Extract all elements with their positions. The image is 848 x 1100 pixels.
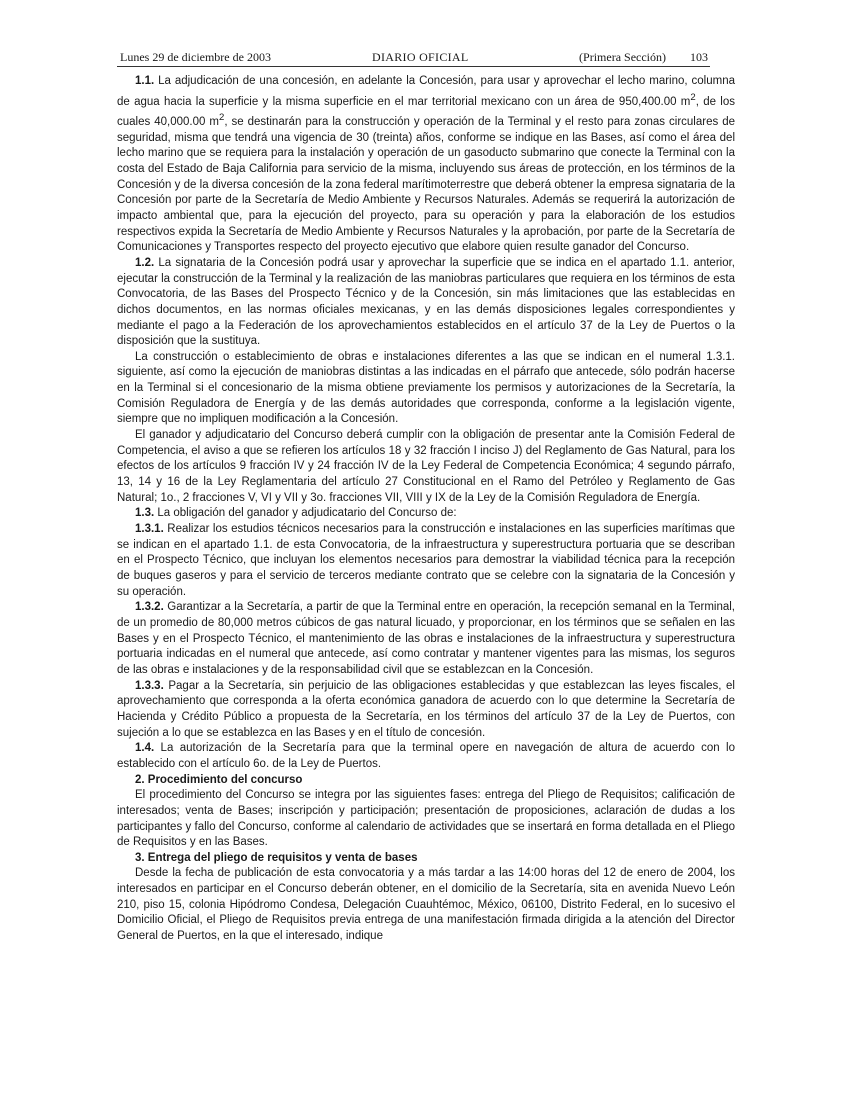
header-date: Lunes 29 de diciembre de 2003 [120, 50, 271, 64]
paragraph-text: , se destinarán para la construcción y operación de la Terminal y el resto para zonas circulares de seguridad, misma que tendrá una vigencia de 30 (treinta) años, conforme se indique en las Bases, así como el área del lecho marino que se requiera para la instalación y operación de un gasoducto submarino que conecte la Terminal con la costa del Estado de Baja California para servicio de la misma, incluyendo sus áreas de protección, en los términos de la Concesión y de la diversa concesión de la zona federal marítimoterrestre que deberá obtener la empresa signataria de la Concesión por parte de la Secretaría de Medio Ambiente y Recursos Naturales. Además se requerirá la autorización de impacto ambiental que, para la ejecución del proyecto, para su operación y para la elaboración de los estudios respectivos expida la Secretaría de Medio Ambiente y Recursos Naturales y la aprobación, por parte de la Secretaría de Comunicaciones y Transportes respecto del proyecto ejecutivo que elabore quien resulte ganador del Concurso. [117, 115, 736, 254]
paragraph-1-4 [117, 741, 735, 772]
document-body [117, 74, 735, 945]
header-page-number: 103 [690, 50, 708, 64]
paragraph-text: , de los cuales 40,000.00 m [117, 95, 735, 128]
paragraph-1-2 [117, 256, 735, 350]
paragraph-1-1 [117, 74, 735, 256]
section-number: 1.4. [135, 742, 155, 755]
paragraph-text: La obligación del ganador y adjudicatario del Concurso de: [154, 507, 457, 520]
paragraph-1-3-3 [117, 679, 735, 742]
paragraph-procedure: El procedimiento del Concurso se integra por las siguientes fases: entrega del Pliego de Requisitos; calificación de interesados; venta de Bases; inscripción y participación; presentación de proposiciones, aclaración de dudas a los participantes y fallo del Concurso, conforme al calendario de actividades que se insertará en forma detallada en el Pliego de Requisitos y en las Bases. [117, 789, 735, 849]
section-number: 1.1. [135, 75, 155, 87]
paragraph-text: Realizar los estudios técnicos necesarios para la construcción e instalaciones en las superficies marítimas que se indican en el apartado 1.1. de esta Convocatoria, de la infraestructura y superestructura portuaria que se describan en el Prospecto Técnico, que incluyan los elementos necesarios para demostrar la viabilidad técnica para la recepción de buques gaseros y para el servicio de terceros mediante contrato que se celebre con la signataria de la Concesión y su operación. [117, 523, 735, 598]
superscript: 2 [218, 112, 225, 124]
paragraph-1-3-2 [117, 600, 735, 678]
header-journal-title: DIARIO OFICIAL [372, 50, 469, 64]
paragraph-text: Garantizar a la Secretaría, a partir de que la Terminal entre en operación, la recepción semanal en la Terminal, de un promedio de 80,000 metros cúbicos de gas natural licuado, y proporcionar, en los términos que se señalen en las Bases y en el Prospecto Técnico, el mantenimiento de las obras e instalaciones de la infraestructura y superestructura portuaria indicadas en el numeral que antecede, así como contratar y mantener vigentes para las mismas, los seguros de las obras e instalaciones y de la responsabilidad civil que se establezcan en la Concesión. [117, 601, 735, 676]
paragraph-winner-obligation: El ganador y adjudicatario del Concurso deberá cumplir con la obligación de presentar ante la Comisión Federal de Competencia, el aviso a que se refieren los artículos 18 y 32 fracción I inciso J) del Reglamento de Gas Natural, para los efectos de los artículos 9 fracción IV y 24 fracción IV de la Ley Federal de Competencia Económica; 4 segundo párrafo, 13, 14 y 16 de la Ley Reglamentaria del artículo 27 Constitucional en el Ramo del Petróleo y Reglamento de Gas Natural; 1o., 2 fracciones V, VI y VII y 3o. fracciones VII, VIII y IX de la Ley de la Comisión Reguladora de Energía. [117, 429, 735, 504]
section-number: 1.3.1. [135, 523, 164, 536]
section-number: 1.2. [135, 256, 155, 269]
paragraph-text: La autorización de la Secretaría para que la terminal opere en navegación de altura de acuerdo con lo establecido con el artículo 6o. de la Ley de Puertos. [117, 742, 735, 770]
section-number: 1.3.2. [135, 601, 164, 614]
paragraph-text: Pagar a la Secretaría, sin perjuicio de las obligaciones establecidas y que establezcan las leyes fiscales, el aprovechamiento que corresponda a la oferta económica ganadora de acuerdo con lo que determine la Secretaría de Hacienda y Crédito Público a propuesta de la Secretaría, en los términos del artículo 37 de la Ley de Puertos, con sujeción a lo que se establezca en las Bases y en el título de concesión. [117, 679, 735, 739]
paragraph-1-3-1 [117, 522, 735, 600]
heading-requirements [117, 851, 735, 867]
heading-text: 2. Procedimiento del concurso [135, 773, 303, 786]
page-header [117, 48, 710, 67]
paragraph-text: La signataria de la Concesión podrá usar y aprovechar la superficie que se indica en el apartado 1.1. anterior, ejecutar la construcción de la Terminal y la realización de las maniobras particulares que requiera en los términos de esta Convocatoria, de las Bases del Prospecto Técnico y de la Concesión, sin más limitaciones que las establecidas en dichos documentos, en las normas oficiales mexicanas, y en las demás disposiciones legales correspondientes y mediante el pago a la Federación de los aprovechamientos establecidos en el artículo 37 de la Ley de Puertos o la disposición que la sustituya. [117, 256, 735, 348]
paragraph-construction: La construcción o establecimiento de obras e instalaciones diferentes a las que se indican en el numeral 1.3.1. siguiente, así como la ejecución de maniobras distintas a las indicadas en el párrafo que antecede, sólo podrán hacerse en la Terminal si el concesionario de la misma obtiene previamente los permisos y autorizaciones de la Secretaría, la Comisión Reguladora de Energía y de las demás autoridades que corresponda, conforme a la legislación vigente, siempre que no impliquen modificación a la Concesión. [117, 350, 735, 426]
header-section: (Primera Sección) [579, 50, 666, 64]
paragraph-requirements: Desde la fecha de publicación de esta convocatoria y a más tardar a las 14:00 horas del 12 de enero de 2004, los interesados en participar en el Concurso deberán obtener, en el domicilio de la Secretaría, sita en avenida Nuevo León 210, piso 15, colonia Hipódromo Condesa, Delegación Cuauhtémoc, México, 06100, Distrito Federal, en lo sucesivo el Domicilio Oficial, el Pliego de Requisitos previa entrega de una manifestación firmada dirigida a la atención del Director General de Puertos, en la que el interesado, indique [117, 867, 735, 943]
superscript: 2 [690, 91, 696, 103]
heading-procedure [117, 773, 735, 789]
paragraph-text: La adjudicación de una concesión, en adelante la Concesión, para usar y aprovechar el lecho marino, columna de agua hacia la superficie y la misma superficie en el mar territorial mexicano con un área de 950,400.00 m [117, 75, 735, 108]
heading-text: 3. Entrega del pliego de requisitos y venta de bases [135, 851, 418, 864]
section-number: 1.3. [135, 507, 155, 520]
paragraph-1-3 [117, 506, 735, 522]
section-number: 1.3.3. [135, 679, 164, 692]
